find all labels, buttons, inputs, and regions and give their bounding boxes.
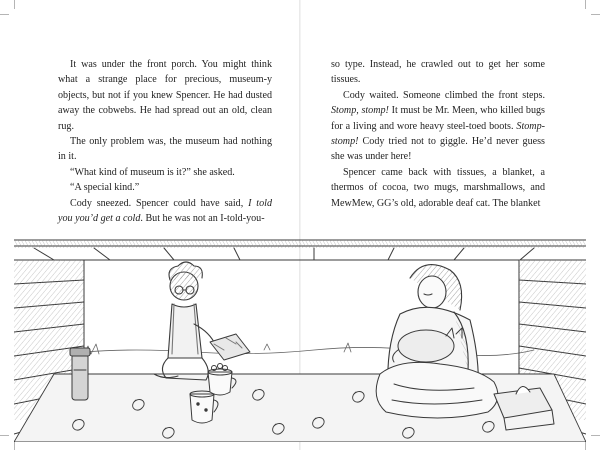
text-run: Cody sneezed. Spencer could have said, bbox=[70, 197, 249, 209]
text-run: Cody tried not to giggle. He’d never guess she was under here! bbox=[331, 136, 545, 163]
crop-mark bbox=[0, 435, 9, 436]
right-page-text bbox=[331, 57, 545, 211]
text-run: Spencer came back with tissues, a blanket, a thermos of cocoa, two mugs, marshmallows, and MewMew, GG’s old, adorable deaf cat. The blanket bbox=[331, 166, 545, 209]
text-run: It was under the front porch. You might think what a strange place for precious, museum-y objects, but not if you knew Spencer. He had dusted away the cobwebs. He had spread out an old, clean rug. bbox=[58, 59, 272, 132]
crop-mark bbox=[14, 441, 15, 450]
text-run: . But he was not an I-told-you- bbox=[140, 213, 265, 225]
paragraph bbox=[331, 57, 545, 88]
paragraph bbox=[331, 165, 545, 211]
crop-mark bbox=[14, 0, 15, 9]
italic-text: I told you you’d get a cold bbox=[58, 197, 272, 225]
paragraph bbox=[58, 165, 272, 180]
porch-illustration bbox=[14, 234, 586, 442]
text-run: Cody waited. Someone climbed the front steps. bbox=[343, 89, 545, 101]
left-page-text bbox=[58, 57, 272, 226]
spencer-figure bbox=[154, 262, 216, 380]
paragraph bbox=[58, 134, 272, 165]
text-run: The only problem was, the museum had nothing in it. bbox=[58, 136, 272, 163]
paragraph bbox=[331, 88, 545, 165]
text-run: “What kind of museum is it?” she asked. bbox=[70, 166, 235, 178]
crop-mark bbox=[591, 435, 600, 436]
crop-mark bbox=[0, 14, 9, 15]
text-run: “A special kind.” bbox=[70, 182, 140, 194]
italic-text: Stomp-stomp! bbox=[331, 120, 545, 148]
text-run: so type. Instead, he crawled out to get her some tissues. bbox=[331, 59, 545, 86]
crop-mark bbox=[591, 14, 600, 15]
crop-mark bbox=[585, 441, 586, 450]
crop-mark bbox=[585, 0, 586, 9]
paragraph bbox=[58, 57, 272, 134]
paragraph bbox=[58, 196, 272, 227]
thermos bbox=[70, 348, 90, 400]
blanket bbox=[376, 362, 498, 418]
box bbox=[210, 334, 250, 360]
paragraph bbox=[58, 180, 272, 195]
text-run: It must be Mr. Meen, who killed bugs for a living and wore heavy steel-toed boots. bbox=[331, 105, 545, 132]
italic-text: Stomp, stomp! bbox=[331, 105, 389, 117]
porch-beams bbox=[14, 240, 586, 260]
